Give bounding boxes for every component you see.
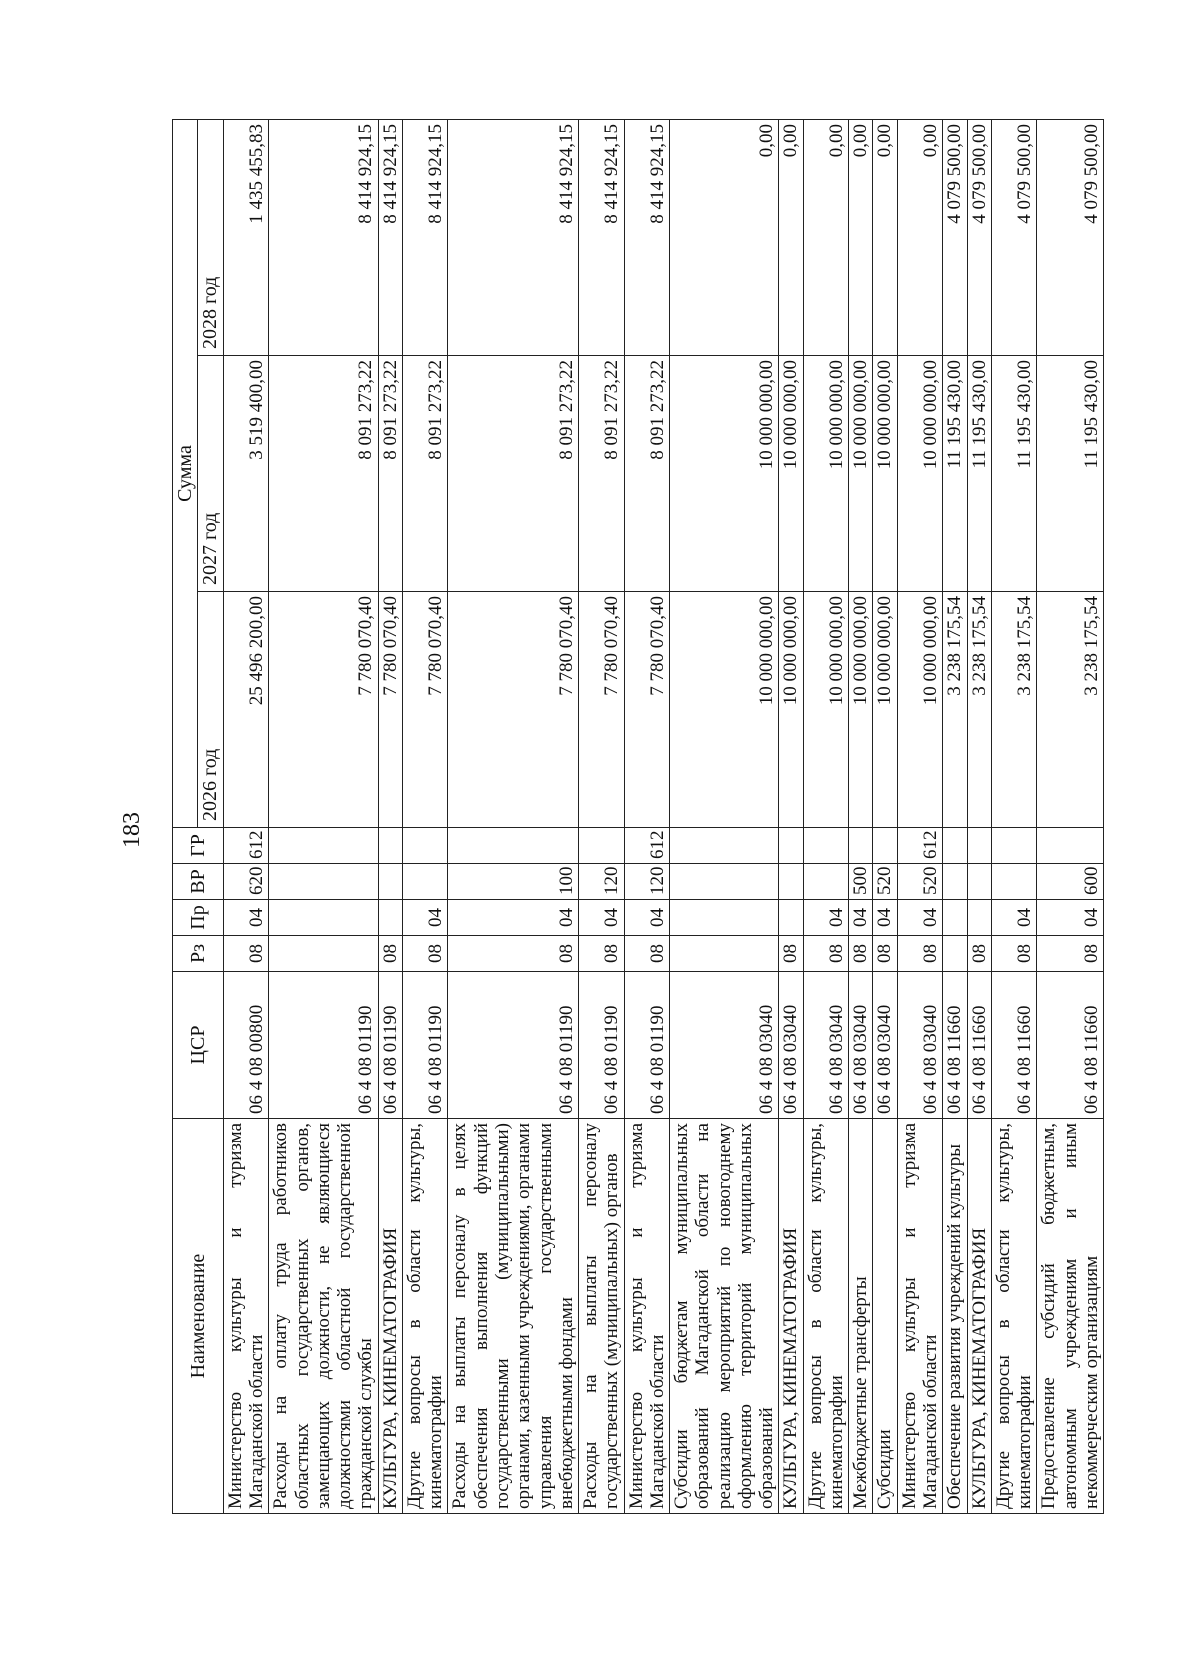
cell-2028: 8 414 924,15 bbox=[269, 119, 378, 355]
cell-csr: 06 4 08 11660 bbox=[967, 972, 991, 1119]
cell-rz: 08 bbox=[849, 936, 873, 972]
cell-rz: 08 bbox=[1037, 936, 1104, 972]
cell-2026: 7 780 070,40 bbox=[624, 592, 670, 828]
cell-name: КУЛЬТУРА, КИНЕМАТОГРАФИЯ bbox=[779, 1119, 803, 1514]
cell-2028: 8 414 924,15 bbox=[579, 119, 625, 355]
cell-csr: 06 4 08 03040 bbox=[803, 972, 849, 1119]
table-row bbox=[967, 119, 991, 1513]
cell-name: КУЛЬТУРА, КИНЕМАТОГРАФИЯ bbox=[378, 1119, 402, 1514]
header-year-2028: 2028 год bbox=[198, 119, 223, 355]
cell-rz: 08 bbox=[624, 936, 670, 972]
cell-gr: 612 bbox=[897, 828, 943, 864]
cell-gr bbox=[873, 828, 897, 864]
cell-name: Министерство культуры и туризма Магаданской области bbox=[624, 1119, 670, 1514]
cell-2027: 10 000 000,00 bbox=[779, 356, 803, 592]
cell-2027: 11 195 430,00 bbox=[943, 356, 967, 592]
cell-pr: 04 bbox=[873, 900, 897, 936]
cell-pr: 04 bbox=[897, 900, 943, 936]
cell-2026: 7 780 070,40 bbox=[579, 592, 625, 828]
header-year-2027: 2027 год bbox=[198, 356, 223, 592]
cell-csr: 06 4 08 00800 bbox=[223, 972, 269, 1119]
table-row bbox=[849, 119, 873, 1513]
cell-2028: 1 435 455,83 bbox=[223, 119, 269, 355]
cell-2026: 7 780 070,40 bbox=[402, 592, 448, 828]
cell-2028: 4 079 500,00 bbox=[967, 119, 991, 355]
cell-2026: 7 780 070,40 bbox=[378, 592, 402, 828]
cell-2026: 3 238 175,54 bbox=[991, 592, 1037, 828]
cell-name: Министерство культуры и туризма Магаданской области bbox=[223, 1119, 269, 1514]
table-row bbox=[670, 119, 779, 1513]
header-vr: ВР bbox=[173, 864, 224, 900]
cell-rz: 08 bbox=[803, 936, 849, 972]
cell-rz: 08 bbox=[873, 936, 897, 972]
cell-2026: 10 000 000,00 bbox=[873, 592, 897, 828]
cell-vr bbox=[967, 864, 991, 900]
cell-rz: 08 bbox=[448, 936, 579, 972]
cell-vr: 120 bbox=[579, 864, 625, 900]
cell-vr bbox=[803, 864, 849, 900]
table-row bbox=[402, 119, 448, 1513]
cell-2028: 8 414 924,15 bbox=[448, 119, 579, 355]
table-row bbox=[1037, 119, 1104, 1513]
cell-2028: 0,00 bbox=[897, 119, 943, 355]
cell-pr: 04 bbox=[223, 900, 269, 936]
cell-gr bbox=[269, 828, 378, 864]
cell-rz: 08 bbox=[779, 936, 803, 972]
cell-pr bbox=[670, 900, 779, 936]
cell-pr bbox=[779, 900, 803, 936]
cell-vr: 120 bbox=[624, 864, 670, 900]
cell-pr: 04 bbox=[991, 900, 1037, 936]
table-row bbox=[943, 119, 967, 1513]
cell-vr bbox=[378, 864, 402, 900]
cell-2026: 3 238 175,54 bbox=[967, 592, 991, 828]
table-row bbox=[897, 119, 943, 1513]
table-row bbox=[378, 119, 402, 1513]
table-row bbox=[269, 119, 378, 1513]
cell-2026: 10 000 000,00 bbox=[779, 592, 803, 828]
cell-vr: 520 bbox=[873, 864, 897, 900]
cell-rz: 08 bbox=[991, 936, 1037, 972]
header-sum: Сумма bbox=[173, 119, 198, 827]
cell-rz: 08 bbox=[579, 936, 625, 972]
cell-csr: 06 4 08 03040 bbox=[849, 972, 873, 1119]
cell-pr: 04 bbox=[624, 900, 670, 936]
cell-2028: 0,00 bbox=[670, 119, 779, 355]
cell-name: Министерство культуры и туризма Магаданской области bbox=[897, 1119, 943, 1514]
cell-rz: 08 bbox=[402, 936, 448, 972]
table-row bbox=[579, 119, 625, 1513]
cell-gr: 612 bbox=[223, 828, 269, 864]
cell-pr bbox=[378, 900, 402, 936]
cell-gr bbox=[402, 828, 448, 864]
header-csr: ЦСР bbox=[173, 972, 224, 1119]
cell-2028: 4 079 500,00 bbox=[1037, 119, 1104, 355]
cell-2028: 4 079 500,00 bbox=[943, 119, 967, 355]
cell-csr: 06 4 08 03040 bbox=[670, 972, 779, 1119]
cell-csr: 06 4 08 11660 bbox=[1037, 972, 1104, 1119]
cell-csr: 06 4 08 01190 bbox=[378, 972, 402, 1119]
cell-name: Обеспечение развития учреждений культуры bbox=[943, 1119, 967, 1514]
cell-pr bbox=[269, 900, 378, 936]
cell-vr: 500 bbox=[849, 864, 873, 900]
cell-2027: 8 091 273,22 bbox=[269, 356, 378, 592]
table-header bbox=[173, 119, 224, 1513]
cell-pr: 04 bbox=[402, 900, 448, 936]
cell-2026: 7 780 070,40 bbox=[448, 592, 579, 828]
table-row bbox=[223, 119, 269, 1513]
cell-2027: 8 091 273,22 bbox=[402, 356, 448, 592]
cell-name: Другие вопросы в области культуры, кинематографии bbox=[991, 1119, 1037, 1514]
table-row bbox=[991, 119, 1037, 1513]
cell-csr: 06 4 08 03040 bbox=[779, 972, 803, 1119]
cell-name: Субсидии bbox=[873, 1119, 897, 1514]
cell-pr bbox=[943, 900, 967, 936]
cell-2028: 8 414 924,15 bbox=[624, 119, 670, 355]
cell-csr: 06 4 08 01190 bbox=[269, 972, 378, 1119]
cell-csr: 06 4 08 11660 bbox=[943, 972, 967, 1119]
cell-2026: 10 000 000,00 bbox=[803, 592, 849, 828]
cell-csr: 06 4 08 11660 bbox=[991, 972, 1037, 1119]
cell-2027: 11 195 430,00 bbox=[991, 356, 1037, 592]
cell-rz bbox=[269, 936, 378, 972]
cell-2028: 8 414 924,15 bbox=[378, 119, 402, 355]
cell-csr: 06 4 08 03040 bbox=[873, 972, 897, 1119]
cell-vr bbox=[670, 864, 779, 900]
cell-rz: 08 bbox=[223, 936, 269, 972]
cell-name: Расходы на выплаты персоналу в целях обеспечения выполнения функций государственными (муниципальными) органами, казенными учреждениями, органами управления государственными внебюджетными фондами bbox=[448, 1119, 579, 1514]
cell-vr bbox=[402, 864, 448, 900]
cell-2026: 3 238 175,54 bbox=[943, 592, 967, 828]
cell-csr: 06 4 08 01190 bbox=[579, 972, 625, 1119]
cell-pr: 04 bbox=[849, 900, 873, 936]
cell-vr bbox=[991, 864, 1037, 900]
cell-name: Другие вопросы в области культуры, кинематографии bbox=[803, 1119, 849, 1514]
cell-gr: 612 bbox=[624, 828, 670, 864]
cell-2026: 7 780 070,40 bbox=[269, 592, 378, 828]
cell-csr: 06 4 08 01190 bbox=[624, 972, 670, 1119]
cell-gr bbox=[579, 828, 625, 864]
cell-2026: 10 000 000,00 bbox=[849, 592, 873, 828]
cell-gr bbox=[991, 828, 1037, 864]
cell-2028: 0,00 bbox=[779, 119, 803, 355]
cell-2028: 8 414 924,15 bbox=[402, 119, 448, 355]
cell-vr bbox=[779, 864, 803, 900]
cell-name: Межбюджетные трансферты bbox=[849, 1119, 873, 1514]
page-number: 183 bbox=[119, 812, 145, 848]
header-rz: Рз bbox=[173, 936, 224, 972]
cell-name: Предоставление субсидий бюджетным, автономным учреждениям и иным некоммерческим организациям bbox=[1037, 1119, 1104, 1514]
cell-gr bbox=[943, 828, 967, 864]
table-row bbox=[779, 119, 803, 1513]
cell-2027: 8 091 273,22 bbox=[378, 356, 402, 592]
header-year-2026: 2026 год bbox=[198, 592, 223, 828]
cell-2028: 0,00 bbox=[803, 119, 849, 355]
cell-pr bbox=[967, 900, 991, 936]
cell-vr: 620 bbox=[223, 864, 269, 900]
cell-gr bbox=[779, 828, 803, 864]
cell-2028: 4 079 500,00 bbox=[991, 119, 1037, 355]
cell-vr: 100 bbox=[448, 864, 579, 900]
header-name: Наименование bbox=[173, 1119, 224, 1514]
cell-2027: 10 000 000,00 bbox=[897, 356, 943, 592]
cell-name: Субсидии бюджетам муниципальных образований Магаданской области на реализацию мероприятий по новогоднему оформлению территорий муниципальных образований bbox=[670, 1119, 779, 1514]
cell-pr: 04 bbox=[448, 900, 579, 936]
cell-rz: 08 bbox=[967, 936, 991, 972]
cell-name: Расходы на оплату труда работников областных государственных органов, замещающих должности, не являющиеся должностями областной государственной гражданской службы bbox=[269, 1119, 378, 1514]
cell-gr bbox=[803, 828, 849, 864]
cell-2027: 10 000 000,00 bbox=[670, 356, 779, 592]
cell-2027: 10 000 000,00 bbox=[873, 356, 897, 592]
cell-2027: 3 519 400,00 bbox=[223, 356, 269, 592]
cell-2028: 0,00 bbox=[849, 119, 873, 355]
cell-csr: 06 4 08 01190 bbox=[402, 972, 448, 1119]
cell-gr bbox=[448, 828, 579, 864]
table-row bbox=[624, 119, 670, 1513]
cell-2026: 10 000 000,00 bbox=[670, 592, 779, 828]
cell-vr bbox=[943, 864, 967, 900]
cell-rz: 08 bbox=[378, 936, 402, 972]
cell-rz bbox=[943, 936, 967, 972]
cell-vr: 600 bbox=[1037, 864, 1104, 900]
cell-2027: 10 000 000,00 bbox=[849, 356, 873, 592]
table-row bbox=[448, 119, 579, 1513]
cell-name: Другие вопросы в области культуры, кинематографии bbox=[402, 1119, 448, 1514]
rotated-table-container bbox=[172, 120, 1102, 1514]
cell-gr bbox=[378, 828, 402, 864]
cell-csr: 06 4 08 01190 bbox=[448, 972, 579, 1119]
cell-pr: 04 bbox=[579, 900, 625, 936]
cell-gr bbox=[670, 828, 779, 864]
cell-gr bbox=[967, 828, 991, 864]
cell-gr bbox=[849, 828, 873, 864]
table-body bbox=[223, 119, 1103, 1513]
cell-pr: 04 bbox=[803, 900, 849, 936]
cell-2027: 10 000 000,00 bbox=[803, 356, 849, 592]
cell-2027: 8 091 273,22 bbox=[579, 356, 625, 592]
cell-2027: 8 091 273,22 bbox=[448, 356, 579, 592]
cell-2026: 10 000 000,00 bbox=[897, 592, 943, 828]
cell-2027: 11 195 430,00 bbox=[967, 356, 991, 592]
cell-gr bbox=[1037, 828, 1104, 864]
cell-name: Расходы на выплаты персоналу государственных (муниципальных) органов bbox=[579, 1119, 625, 1514]
cell-2027: 8 091 273,22 bbox=[624, 356, 670, 592]
cell-2028: 0,00 bbox=[873, 119, 897, 355]
cell-pr: 04 bbox=[1037, 900, 1104, 936]
cell-2027: 11 195 430,00 bbox=[1037, 356, 1104, 592]
header-gr: ГР bbox=[173, 828, 224, 864]
cell-rz: 08 bbox=[897, 936, 943, 972]
header-pr: Пр bbox=[173, 900, 224, 936]
table-row bbox=[873, 119, 897, 1513]
cell-name: КУЛЬТУРА, КИНЕМАТОГРАФИЯ bbox=[967, 1119, 991, 1514]
budget-table bbox=[172, 119, 1104, 1514]
table-row bbox=[803, 119, 849, 1513]
cell-2026: 3 238 175,54 bbox=[1037, 592, 1104, 828]
cell-rz bbox=[670, 936, 779, 972]
cell-vr bbox=[269, 864, 378, 900]
cell-vr: 520 bbox=[897, 864, 943, 900]
cell-2026: 25 496 200,00 bbox=[223, 592, 269, 828]
cell-csr: 06 4 08 03040 bbox=[897, 972, 943, 1119]
